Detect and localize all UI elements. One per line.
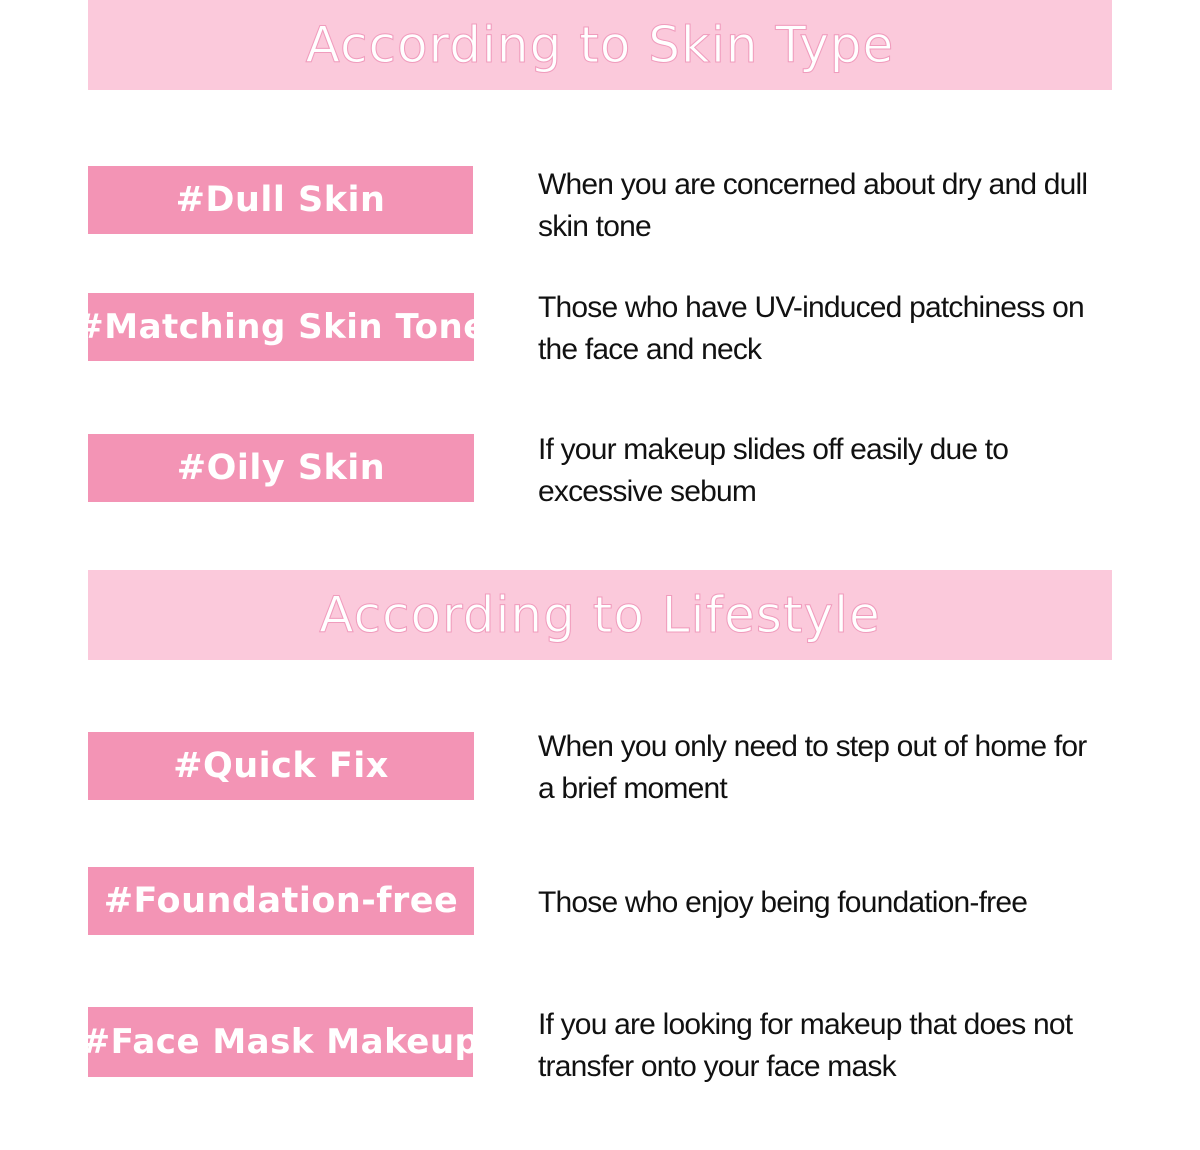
tag-matching-skin-tone: #Matching Skin Tone <box>88 293 474 361</box>
description-quick-fix: When you only need to step out of home for a brief moment <box>538 730 1087 805</box>
tag-oily-skin: #Oily Skin <box>88 434 474 502</box>
description-matching-skin-tone: Those who have UV-induced patchiness on the face and neck <box>538 291 1084 366</box>
tag-face-mask-makeup: #Face Mask Makeup <box>88 1007 473 1077</box>
tag-dull-skin: #Dull Skin <box>88 166 473 234</box>
tag-foundation-free: #Foundation-free <box>88 867 474 935</box>
tag-quick-fix: #Quick Fix <box>88 732 474 800</box>
section-title-skin-type: According to Skin Type <box>88 0 1112 90</box>
description-dull-skin: When you are concerned about dry and dull skin tone <box>538 168 1088 243</box>
description-foundation-free: Those who enjoy being foundation-free <box>538 886 1028 919</box>
description-oily-skin: If your makeup slides off easily due to excessive sebum <box>538 433 1009 508</box>
section-title-lifestyle: According to Lifestyle <box>88 570 1112 660</box>
description-face-mask-makeup: If you are looking for makeup that does not transfer onto your face mask <box>538 1008 1073 1083</box>
